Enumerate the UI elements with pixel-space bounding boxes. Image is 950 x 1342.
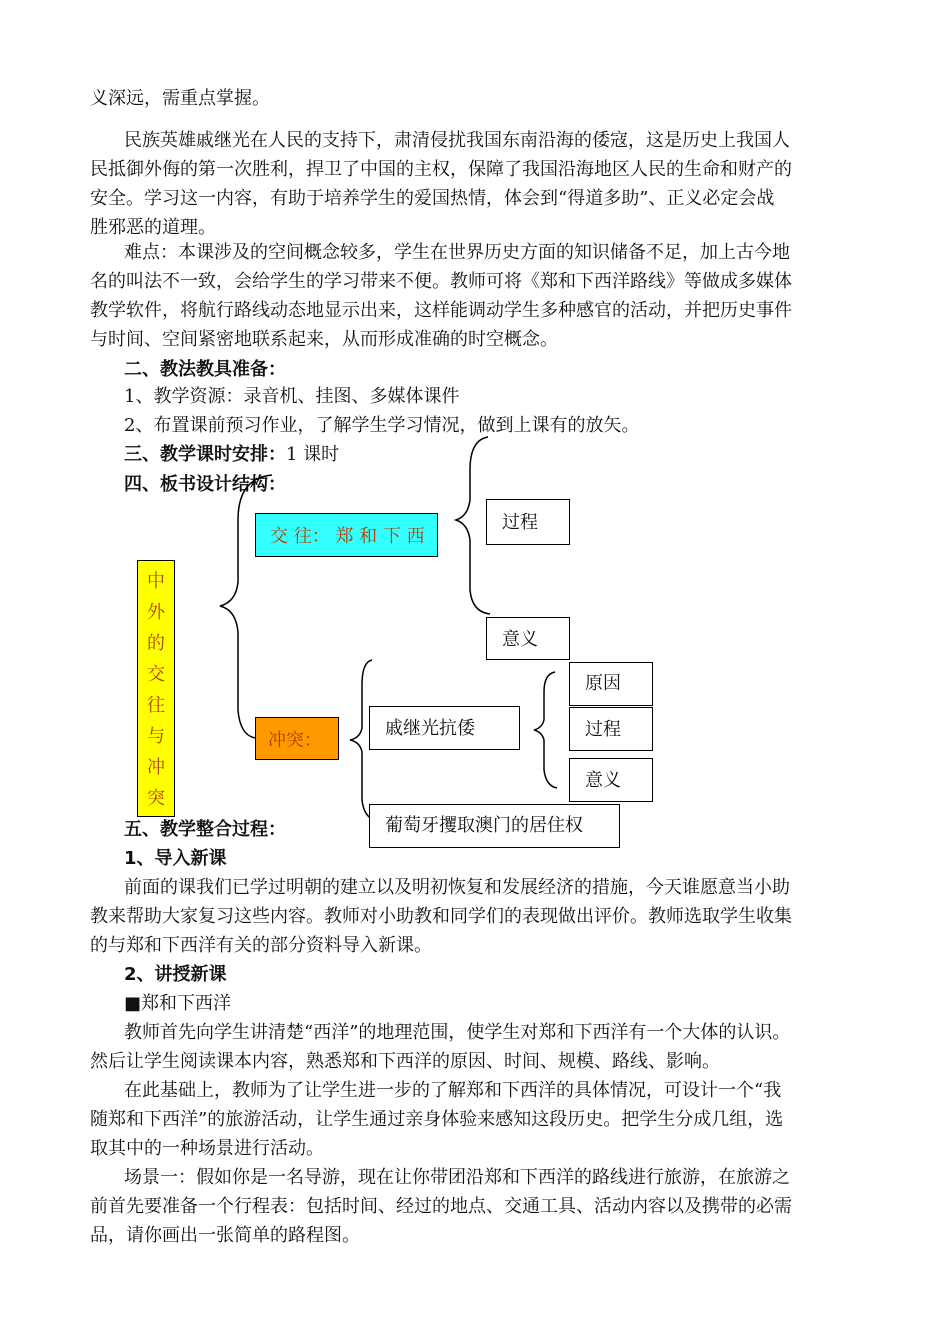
- root-char: 冲: [147, 756, 165, 778]
- text-line: 教来帮助大家复习这些内容。教师对小助教和同学们的表现做出评价。教师选取学生收集: [90, 906, 792, 927]
- qijiguang-brace: [534, 672, 557, 788]
- text-line: 难点：本课涉及的空间概念较多，学生在世界历史方面的知识储备不足，加上古今地: [124, 242, 790, 263]
- text-line: 前面的课我们已学过明朝的建立以及明初恢复和发展经济的措施，今天谁愿意当小助: [124, 877, 790, 898]
- text-line: 2、布置课前预习作业，了解学生学习情况，做到上课有的放矢。: [124, 415, 640, 436]
- root-char: 交: [147, 664, 165, 686]
- root-char: 突: [147, 787, 165, 809]
- text-line: 随郑和下西洋”的旅游活动，让学生通过亲身体验来感知这段历史。把学生分成几组，选: [90, 1109, 784, 1130]
- exchange-branch-box: 交 往： 郑 和 下 西: [255, 513, 438, 557]
- text-line: 品，请你画出一张简单的路程图。: [90, 1225, 360, 1246]
- root-char: 外: [147, 602, 165, 624]
- conflict-branch-box: 冲突：: [255, 717, 339, 760]
- subsection-title: 2、讲授新课: [124, 964, 227, 985]
- qijiguang-box: 戚继光抗倭: [369, 706, 520, 750]
- text-line: 场景一：假如你是一名导游，现在让你带团沿郑和下西洋的路线进行旅游，在旅游之: [124, 1167, 790, 1188]
- text-line: 民抵御外侮的第一次胜利，捍卫了中国的主权，保障了我国沿海地区人民的生命和财产的: [90, 159, 792, 180]
- text-line: 1、教学资源：录音机、挂图、多媒体课件: [124, 386, 460, 407]
- text-line: 名的叫法不一致，会给学生的学习带来不便。教师可将《郑和下西洋路线》等做成多媒体: [90, 271, 792, 292]
- root-char: 与: [147, 725, 165, 747]
- root-char: 的: [147, 633, 165, 655]
- lesson-count: 1 课时: [286, 444, 340, 465]
- text-line: 胜邪恶的道理。: [90, 217, 216, 238]
- text-line: 教学软件，将航行路线动态地显示出来，这样能调动学生多种感官的活动，并把历史事件: [90, 300, 792, 321]
- reason-box: 原因: [569, 662, 653, 706]
- text-line: 前首先要准备一个行程表：包括时间、经过的地点、交通工具、活动内容以及携带的必需: [90, 1196, 792, 1217]
- process-box: 过程: [569, 707, 653, 751]
- exchange-process-box: 过程: [486, 499, 570, 545]
- text-line: 与时间、空间紧密地联系起来，从而形成准确的时空概念。: [90, 329, 558, 350]
- section-title: 四、板书设计结构：: [124, 474, 286, 495]
- portugal-box: 葡萄牙攫取澳门的居住权: [369, 804, 620, 848]
- text-line: 在此基础上，教师为了让学生进一步的了解郑和下西洋的具体情况，可设计一个“我: [124, 1080, 782, 1101]
- subsection-title: 1、导入新课: [124, 848, 227, 869]
- root-char: 往: [147, 694, 165, 716]
- text-line: 的与郑和下西洋有关的部分资料导入新课。: [90, 935, 432, 956]
- text-line: 民族英雄戚继光在人民的支持下，肃清侵扰我国东南沿海的倭寇，这是历史上我国人: [124, 130, 790, 151]
- text-line: 然后让学生阅读课本内容，熟悉郑和下西洋的原因、时间、规模、路线、影响。: [90, 1051, 720, 1072]
- section-title: 二、教法教具准备：: [124, 359, 286, 380]
- meaning-box: 意义: [569, 758, 653, 802]
- root-char: 中: [147, 571, 165, 593]
- text-line: 安全。学习这一内容，有助于培养学生的爱国热情，体会到“得道多助”、正义必定会战: [90, 188, 775, 209]
- text-line: 取其中的一种场景进行活动。: [90, 1138, 324, 1159]
- topic-heading: ■郑和下西洋: [124, 993, 232, 1014]
- exchange-brace: [456, 437, 490, 614]
- text-line: 教师首先向学生讲清楚“西洋”的地理范围，使学生对郑和下西洋有一个大体的认识。: [124, 1022, 791, 1043]
- text-line: 义深远，需重点掌握。: [90, 88, 270, 109]
- exchange-meaning-box: 意义: [486, 617, 570, 660]
- root-topic-box: [137, 560, 175, 817]
- section-title: 五、教学整合过程：: [124, 819, 286, 840]
- section-title: 三、教学课时安排：: [124, 444, 286, 465]
